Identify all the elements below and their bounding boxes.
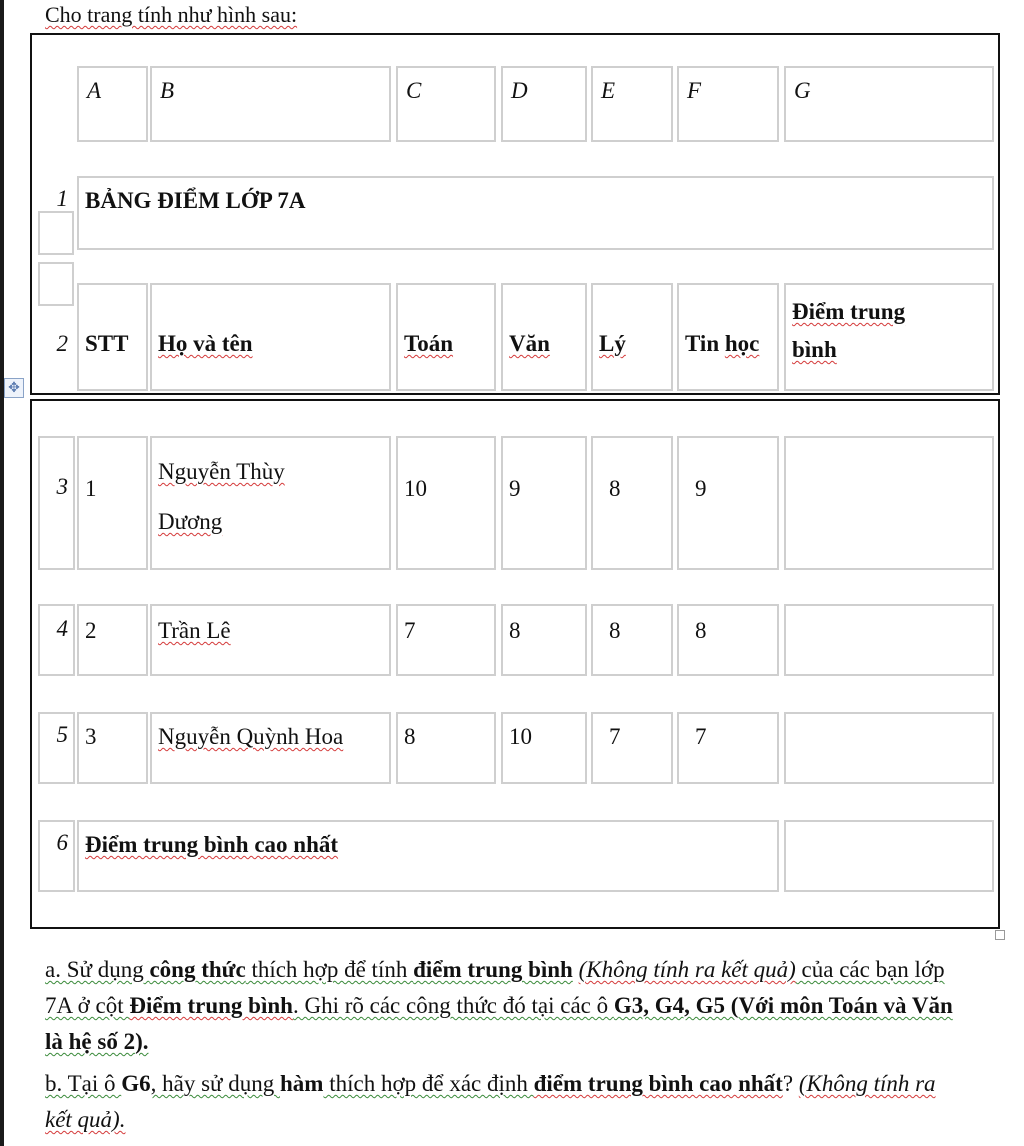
row-header-3 [38, 436, 75, 570]
row-number-1: 1 [56, 186, 68, 211]
table-resize-handle[interactable] [995, 930, 1005, 940]
intro-text: Cho trang tính như hình sau: [45, 2, 298, 27]
header-average: Điểm trung bình [784, 283, 994, 391]
row-number-4: 4 [56, 616, 68, 641]
header-van: Văn [501, 283, 587, 391]
max-average-label: Điểm trung bình cao nhất [77, 820, 779, 892]
column-header-a: A [77, 66, 148, 142]
column-header-b: B [150, 66, 391, 142]
cell-toan: 8 [396, 712, 496, 784]
header-tin-hoc: Tin học [677, 283, 779, 391]
question-b: b. Tại ô G6, hãy sử dụng hàm thích hợp để xác định điểm trung bình cao nhất? (Không tính ra kết quả). [45, 1071, 936, 1132]
header-toan: Toán [396, 283, 496, 391]
cell-van: 10 [501, 712, 587, 784]
cell-van: 8 [501, 604, 587, 676]
cell-stt: 1 [77, 436, 148, 570]
column-header-d: D [501, 66, 587, 142]
cell-tin: 8 [677, 604, 779, 676]
cell-name: Nguyễn Thùy Dương [150, 436, 391, 570]
page-left-border [0, 0, 4, 1146]
header-name: Họ và tên [150, 283, 391, 391]
row-number-3: 3 [56, 474, 68, 499]
row-number-6: 6 [56, 830, 68, 855]
cell-average[interactable] [784, 712, 994, 784]
row-number-2: 2 [56, 331, 68, 356]
column-header-e: E [591, 66, 673, 142]
row-1-handle-box [38, 211, 74, 255]
cell-toan: 10 [396, 436, 496, 570]
max-average-cell[interactable] [784, 820, 994, 892]
title-cell: BẢNG ĐIỂM LỚP 7A [77, 176, 994, 250]
cell-average[interactable] [784, 436, 994, 570]
cell-average[interactable] [784, 604, 994, 676]
cell-toan: 7 [396, 604, 496, 676]
cell-tin: 7 [677, 712, 779, 784]
cell-name: Trần Lê [150, 604, 391, 676]
header-stt: STT [77, 283, 148, 391]
header-ly: Lý [591, 283, 673, 391]
cell-stt: 3 [77, 712, 148, 784]
cell-stt: 2 [77, 604, 148, 676]
question-a: a. Sử dụng công thức thích hợp để tính điểm trung bình (Không tính ra kết quả) của các bạn lớp 7A ở cột Điểm trung bình. Ghi rõ các công thức đó tại các ô G3, G4, G5 (Với môn Toán và Văn là hệ số 2). [45, 957, 953, 1054]
row-2-handle-box [38, 262, 74, 306]
cell-van: 9 [501, 436, 587, 570]
cell-ly: 7 [591, 712, 673, 784]
cell-ly: 8 [591, 436, 673, 570]
cell-tin: 9 [677, 436, 779, 570]
cell-name: Nguyễn Quỳnh Hoa [150, 712, 391, 784]
row-number-5: 5 [56, 722, 68, 747]
cell-ly: 8 [591, 604, 673, 676]
column-header-f: F [677, 66, 779, 142]
column-header-c: C [396, 66, 496, 142]
table-move-handle-icon[interactable]: ✥ [4, 378, 24, 398]
column-header-g: G [784, 66, 994, 142]
